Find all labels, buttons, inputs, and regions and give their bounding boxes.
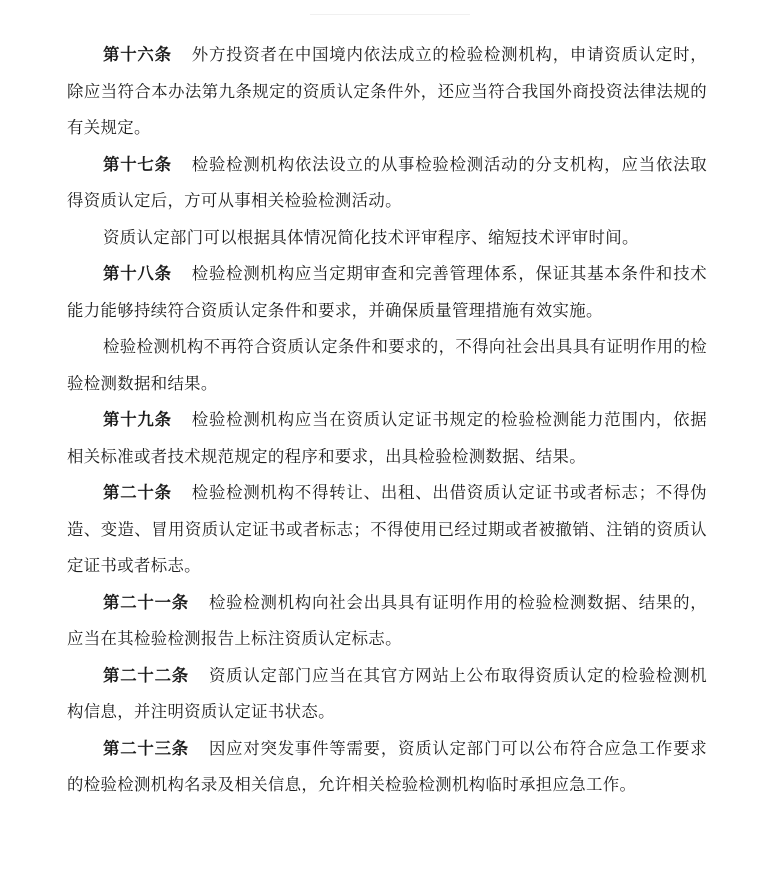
article-number: 第二十三条 [103,738,189,758]
article-text: 检验检测机构应当在资质认定证书规定的检验检测能力范围内，依据相关标准或者技术规范规定的程序和要求，出具检验检测数据、结果。 [67,410,707,466]
article-22 [67,658,707,731]
article-17 [67,147,707,220]
article-text: 检验检测机构依法设立的从事检验检测活动的分支机构，应当依法取得资质认定后，方可从事相关检验检测活动。 [67,154,707,210]
article-18-paragraph-2 [67,329,707,402]
document-body [67,37,707,804]
article-number: 第十九条 [103,410,172,429]
article-text: 因应对突发事件等需要，资质认定部门可以公布符合应急工作要求的检验检测机构名录及相关信息，允许相关检验检测机构临时承担应急工作。 [67,738,707,794]
article-text: 检验检测机构应当定期审查和完善管理体系，保证其基本条件和技术能力能够持续符合资质认定条件和要求，并确保质量管理措施有效实施。 [67,264,707,320]
article-text: 资质认定部门可以根据具体情况简化技术评审程序、缩短技术评审时间。 [103,227,639,247]
article-17-paragraph-2 [67,220,707,257]
article-text: 资质认定部门应当在其官方网站上公布取得资质认定的检验检测机构信息，并注明资质认定证书状态。 [67,665,707,721]
article-text: 检验检测机构不得转让、出租、出借资质认定证书或者标志；不得伪造、变造、冒用资质认定证书或者标志；不得使用已经过期或者被撤销、注销的资质认定证书或者标志。 [67,483,707,575]
article-number: 第二十条 [103,483,172,502]
article-text: 检验检测机构不再符合资质认定条件和要求的，不得向社会出具具有证明作用的检验检测数据和结果。 [67,337,707,393]
article-text: 检验检测机构向社会出具具有证明作用的检验检测数据、结果的，应当在其检验检测报告上标注资质认定标志。 [67,592,707,648]
article-19 [67,402,707,475]
top-divider [310,14,470,15]
article-number: 第十七条 [103,154,172,174]
article-23 [67,731,707,804]
article-number: 第二十二条 [103,665,189,685]
article-18 [67,256,707,329]
article-20 [67,475,707,585]
article-21 [67,585,707,658]
article-number: 第十六条 [103,45,172,64]
article-number: 第十八条 [103,264,172,283]
article-16 [67,37,707,147]
article-number: 第二十一条 [103,592,189,612]
article-text: 外方投资者在中国境内依法成立的检验检测机构，申请资质认定时，除应当符合本办法第九条规定的资质认定条件外，还应当符合我国外商投资法律法规的有关规定。 [67,45,707,137]
